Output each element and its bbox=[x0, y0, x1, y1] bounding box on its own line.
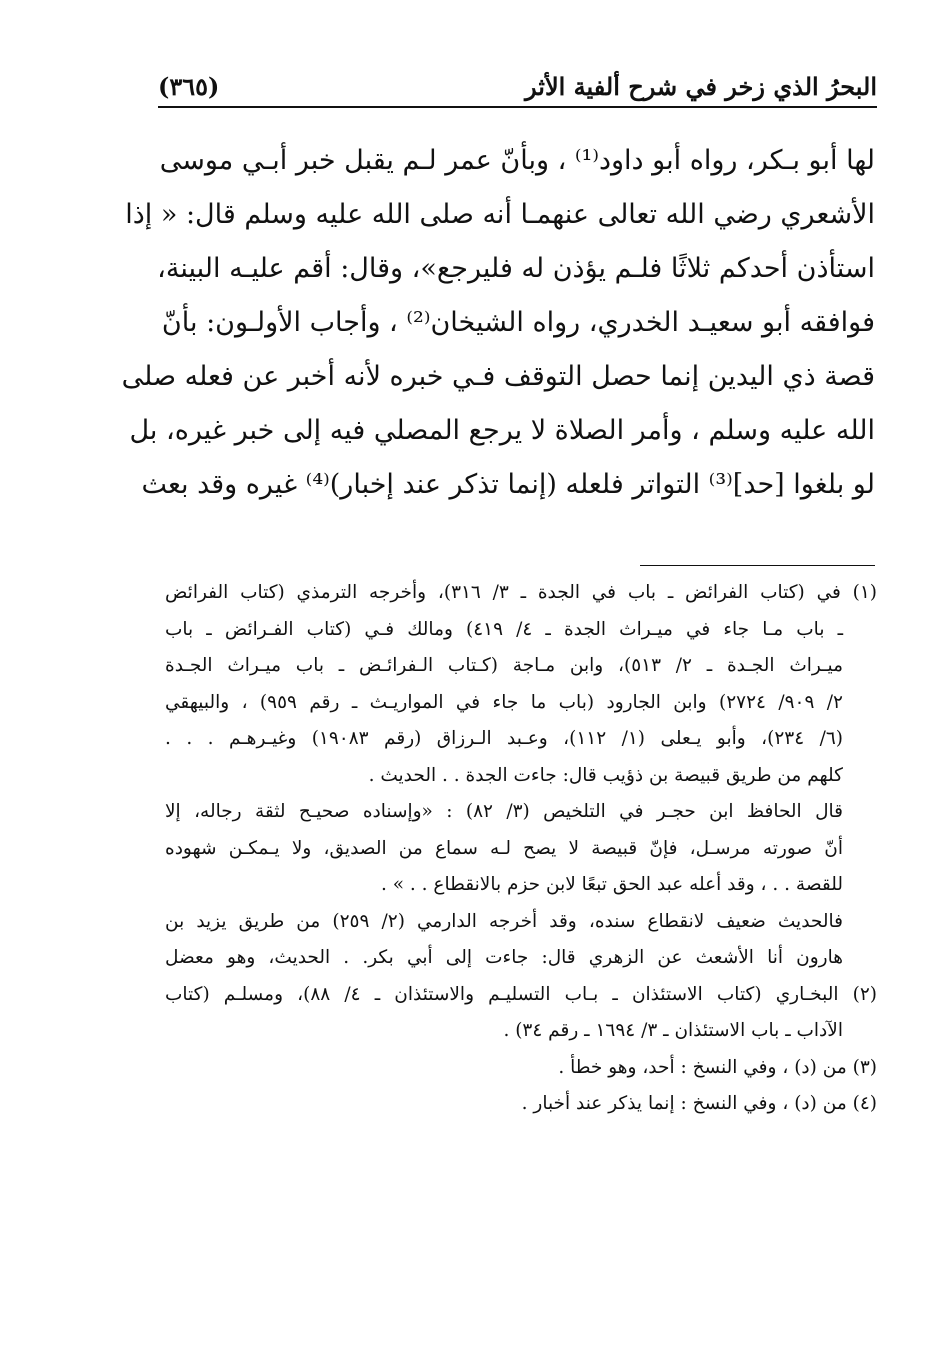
footnote-line: ميـراث الجـدة ـ ٢/ ٥١٣)، وابن مـاجة (كـتاب الـفرائـض ـ باب ميـراث الجـدة bbox=[165, 655, 843, 676]
text-line: استأذن أحدكم ثلاثًا فلـم يؤذن له فليرجع»، وقال: أقم عليـه البينة، bbox=[157, 253, 875, 284]
footnote-line: (٣) من (د) ، وفي النسخ : أحد، وهو خطأ . bbox=[558, 1056, 877, 1078]
footnote-line: ٢/ ٩٠٩/ ٢٧٢٤) وابن الجارود (باب ما جاء في المواريـث ـ رقم ٩٥٩) ، والبيهقي bbox=[165, 691, 843, 713]
footnote-separator bbox=[640, 565, 875, 566]
footnote-line: أنّ صورته مرسـل، فإنّ قبيصة لا يصح لـه سماع من الصديق، ولا يـمكـن شهوده bbox=[165, 837, 843, 859]
footnote-line: فالحديث ضعيف لانقطاع سنده، وقد أخرجه الدارمي (٢/ ٢٥٩) من طريق يزيد بن bbox=[165, 910, 843, 932]
text-line: قصة ذي اليدين إنما حصل التوقف فـي خبره لأنه أخبر عن فعله صلى bbox=[121, 361, 875, 392]
header-rule bbox=[158, 106, 877, 108]
text-line: فوافقه أبو سعيـد الخدري، رواه الشيخان⁽²⁾ ، وأجاب الأولـون: بأنّ bbox=[161, 307, 875, 338]
text-line: الأشعري رضي الله تعالى عنهمـا أنه صلى الله عليه وسلم قال: « إذا bbox=[125, 199, 875, 230]
footnote-line: ـ باب مـا جاء في ميـراث الجدة ـ ٤/ ٤١٩) ومالك فـي (كتاب الفـرائض ـ باب bbox=[165, 618, 843, 640]
page-number: (٣٦٥) bbox=[158, 71, 220, 101]
footnote-line: الآداب ـ باب الاستئذان ـ ٣/ ١٦٩٤ ـ رقم ٣٤) . bbox=[503, 1020, 843, 1041]
footnote-line: قال الحافظ ابن حجـر في التلخيص (٣/ ٨٢) : «وإسناده صحيـح لثقة رجاله، إلا bbox=[165, 801, 843, 822]
text-line: لو بلغوا [حد]⁽³⁾ التواتر فلعله (إنما تذكر عند إخبار)⁽⁴⁾ غيره وقد بعث bbox=[141, 469, 875, 500]
footnote-line: (١) في (كتاب الفرائض ـ باب في الجدة ـ ٣/ ٣١٦)، وأخرجه الترمذي (كتاب الفرائض bbox=[165, 582, 877, 603]
footnote-line: (٤) من (د) ، وفي النسخ : إنما يذكر عند أخبار . bbox=[521, 1093, 877, 1114]
footnotes bbox=[165, 575, 877, 1123]
page-header bbox=[158, 66, 877, 106]
footnote-line: للقصة . . ، وقد أعله عبد الحق تبعًا لابن حزم بالانقطاع . . » . bbox=[380, 874, 843, 895]
footnote-line: (٢) البخـاري (كتاب الاستئذان ـ بـاب التسليـم والاستئذان ـ ٤/ ٨٨)، ومسلـم (كتاب bbox=[165, 983, 877, 1005]
footnote-line: هارون أنا الأشعث عن الزهري قال: جاءت إلى أبي بكر. . الحديث، وهو معضل bbox=[165, 947, 843, 968]
footnote-line: (٦/ ٢٣٤)، وأبو يـعلى (١/ ١١٢)، وعـبد الـرزاق (رقم ١٩٠٨٣) وغيـرهـم . . . bbox=[165, 728, 843, 749]
footnote-line: كلهم من طريق قبيصة بن ذؤيب قال: جاءت الجدة . . الحديث . bbox=[368, 764, 843, 786]
running-title: البحرُ الذي زخر في شرح ألفية الأثر bbox=[525, 71, 877, 101]
main-text bbox=[121, 134, 875, 512]
text-line: لها أبو بـكر، رواه أبو داود⁽¹⁾ ، وبأنّ عمر لـم يقبل خبر أبـي موسى bbox=[159, 145, 875, 176]
text-line: الله عليه وسلم ، وأمر الصلاة لا يرجع المصلي فيه إلى خبر غيره، بل bbox=[129, 415, 875, 446]
